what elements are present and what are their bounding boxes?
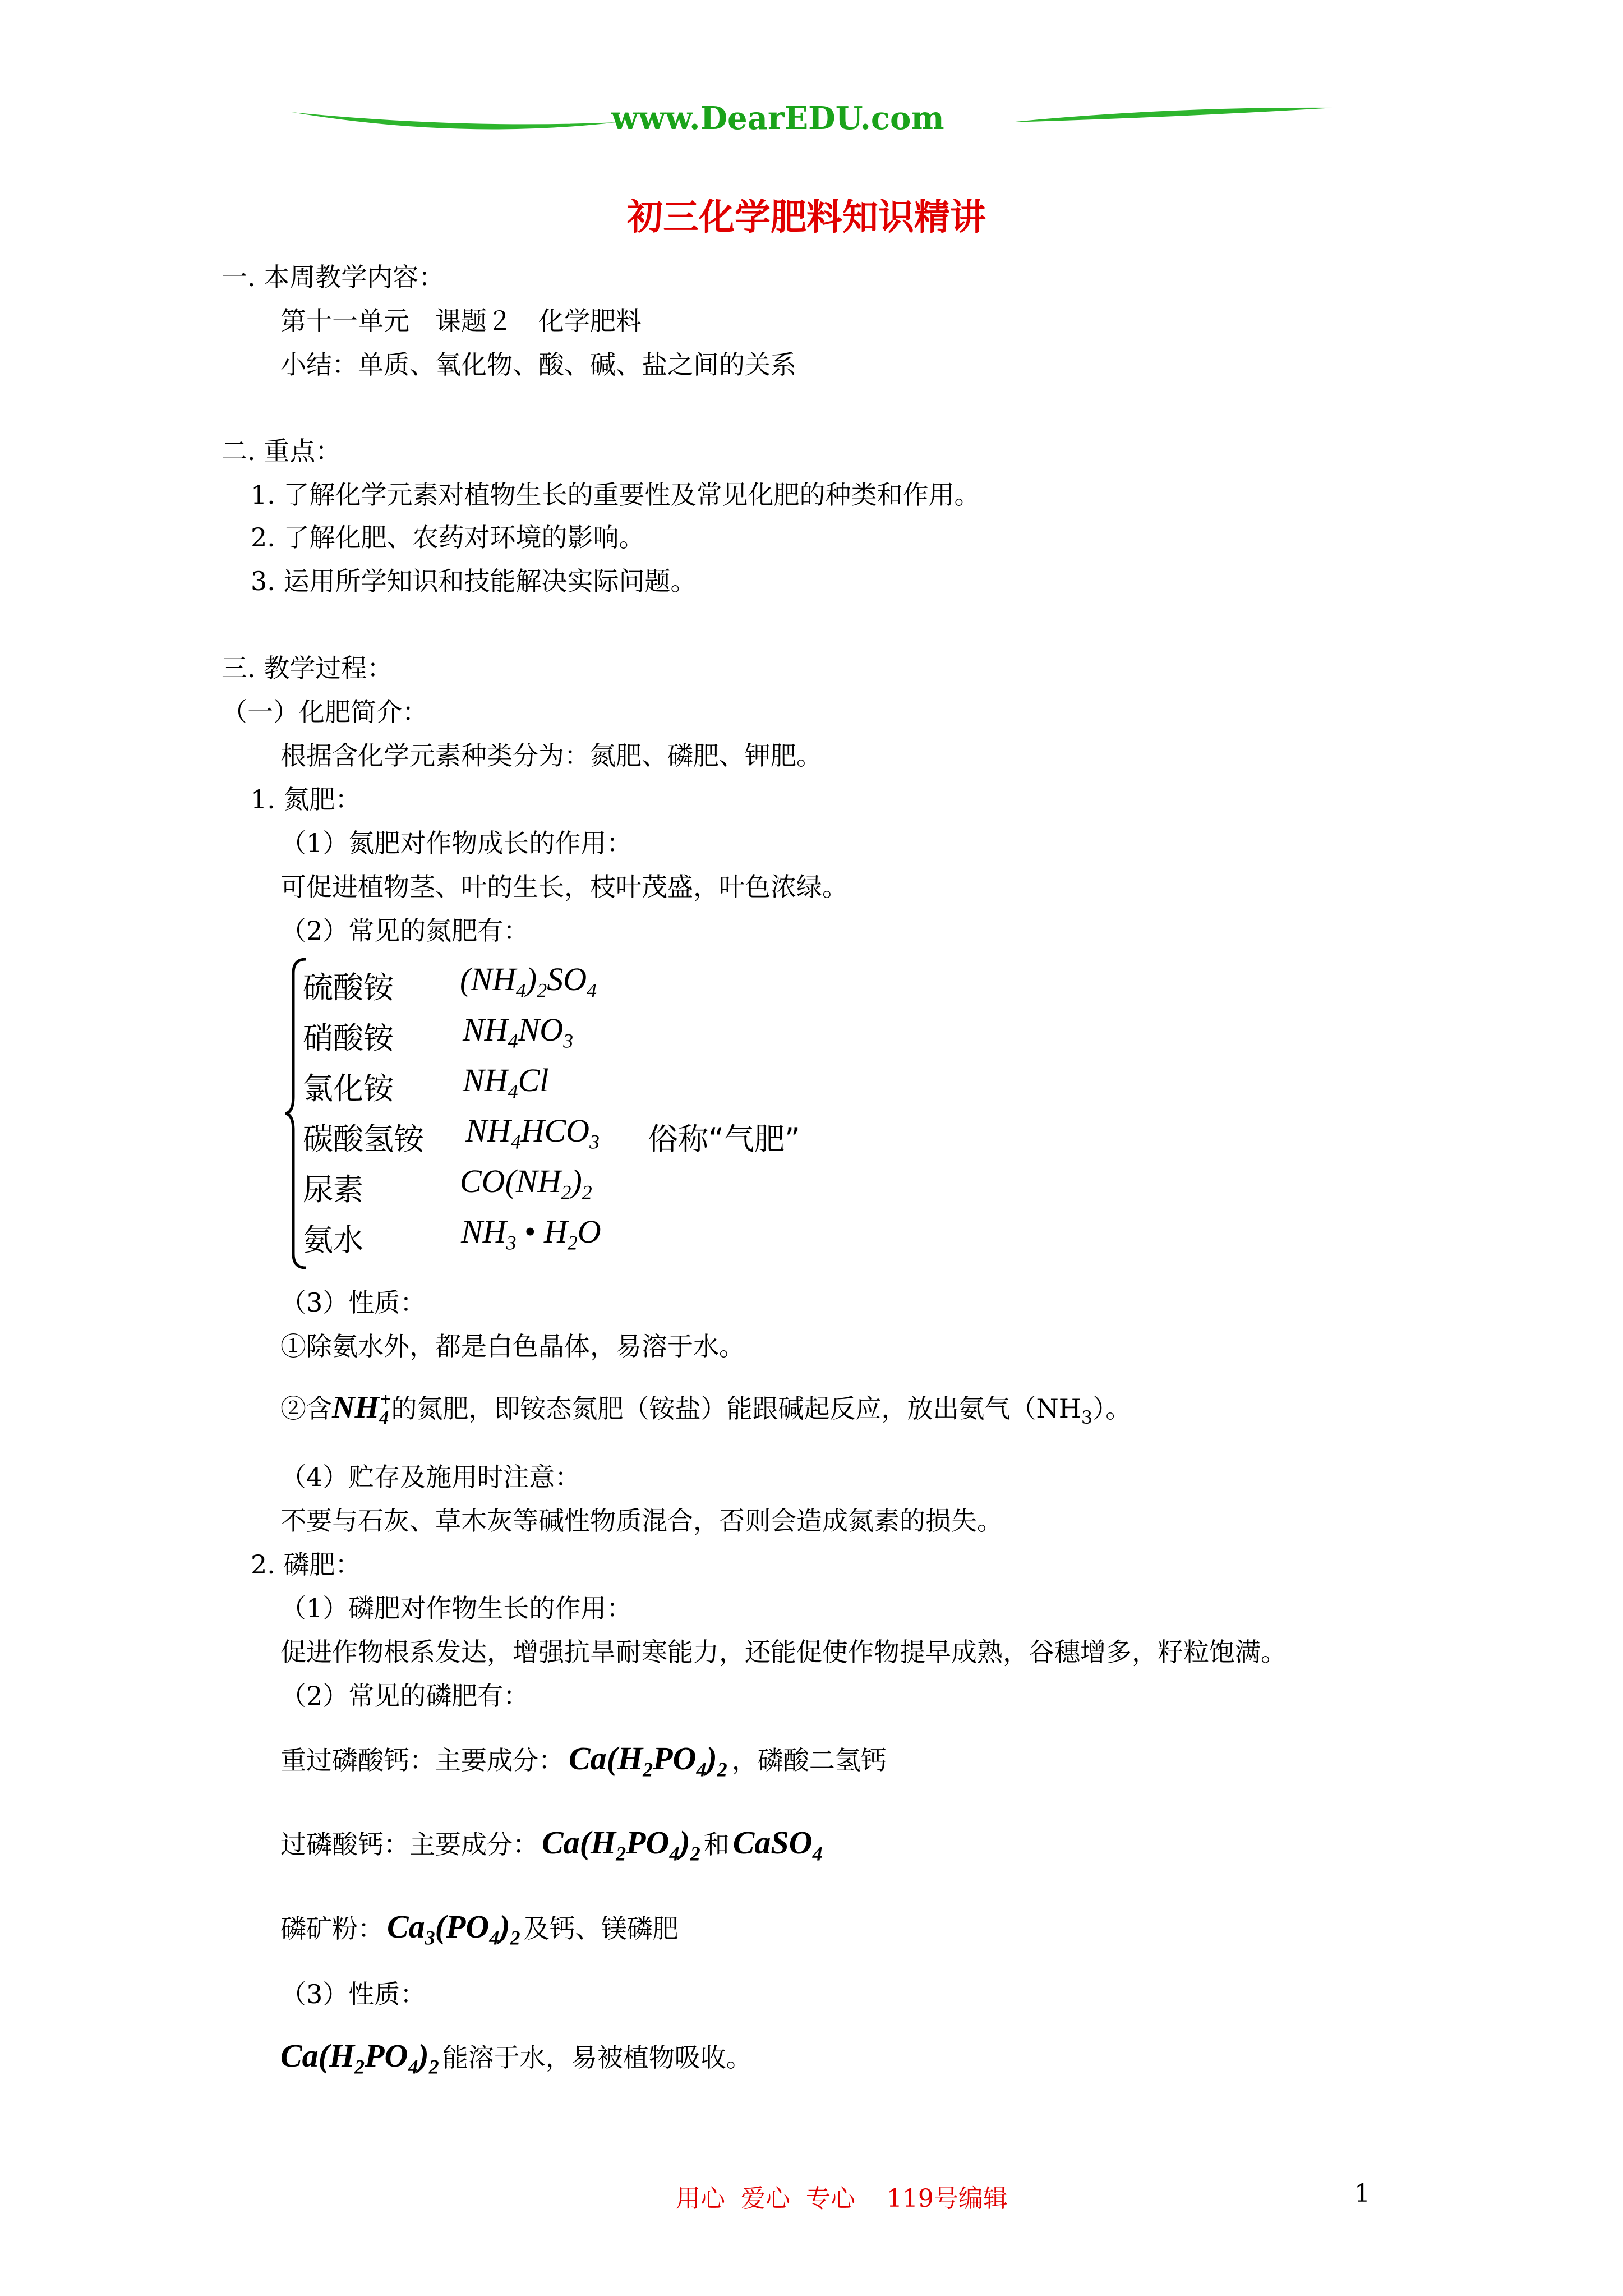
nitrogen-q1: （1）氮肥对作物成长的作用： xyxy=(280,828,633,858)
phosphate-2: 过磷酸钙：主要成分： $Ca(H_2PO_4)_2$ 和 CaSO$_4$ xyxy=(280,1824,823,1865)
key-point-2: 2. 了解化肥、农药对环境的影响。 xyxy=(251,522,645,553)
phosphorus-q2: （2）常见的磷肥有： xyxy=(280,1681,529,1711)
nitrogen-q2: （2）常见的氮肥有： xyxy=(280,915,529,946)
phosphorus-property: $Ca(H_2PO_4)_2$ 能溶于水，易被植物吸收。 xyxy=(280,2037,752,2078)
fertilizer-name-4: 碳酸氢铵 xyxy=(303,1121,424,1157)
fertilizer-name-1: 硫酸铵 xyxy=(303,970,394,1005)
nitrogen-property-2: ②含$NH_4^+$的氮肥，即铵态氮肥（铵盐）能跟碱起反应，放出氨气$(NH_3)$。 xyxy=(280,1388,1132,1429)
key-point-1: 1. 了解化学元素对植物生长的重要性及常见化肥的种类和作用。 xyxy=(251,480,980,510)
nitrogen-property-1: ①除氨水外，都是白色晶体，易溶于水。 xyxy=(280,1331,745,1361)
logo-text[interactable]: www.DearEDU.com xyxy=(611,100,944,137)
formula-ammonia-water: $NH_3$ • $H_2O$ xyxy=(461,1213,601,1254)
formula-ammonium-bicarbonate: $NH_4HCO_3$ xyxy=(465,1112,600,1153)
phosphorus-q1: （1）磷肥对作物生长的作用： xyxy=(280,1593,633,1623)
left-swoosh xyxy=(292,112,617,129)
right-swoosh xyxy=(1009,108,1335,122)
section-3-heading: 三. 教学过程： xyxy=(222,653,393,683)
phosphorus-heading: 2. 磷肥： xyxy=(251,1549,361,1580)
key-point-3: 3. 运用所学知识和技能解决实际问题。 xyxy=(251,566,697,596)
formula-ammonium-sulfate: $(NH_4)_2SO_4$ xyxy=(460,961,597,1002)
nitrogen-heading: 1. 氮肥： xyxy=(251,784,361,815)
section-1-heading: 一. 本周教学内容： xyxy=(222,262,445,292)
nitrogen-q3: （3）性质： xyxy=(280,1287,426,1318)
page-title: 初三化学肥料知识精讲 xyxy=(627,197,986,238)
phosphate-1: 重过磷酸钙：主要成分： $Ca(H_2PO_4)_2$ ，磷酸二氢钙 xyxy=(280,1740,887,1781)
fertilizer-name-5: 尿素 xyxy=(303,1172,363,1207)
phosphate-3: 磷矿粉： $Ca_3(PO_4)_2$ 及钙、镁磷肥 xyxy=(280,1908,679,1949)
page-number: 1 xyxy=(1354,2179,1370,2208)
fertilizer-note: 俗称“气肥” xyxy=(648,1121,800,1157)
section-1-line-2: 小结：单质、氧化物、酸、碱、盐之间的关系 xyxy=(280,349,796,380)
footer-text: 用心 爱心 专心 119号编辑 xyxy=(676,2184,1008,2213)
nitrogen-q4: （4）贮存及施用时注意： xyxy=(280,1462,581,1492)
phosphorus-a1: 促进作物根系发达，增强抗旱耐寒能力，还能促使作物提早成熟，谷穗增多，籽粒饱满。 xyxy=(280,1637,1287,1667)
subsection-1-heading: （一）化肥简介： xyxy=(222,697,428,727)
phosphorus-q3: （3）性质： xyxy=(280,1979,426,2009)
fertilizer-name-6: 氨水 xyxy=(303,1222,363,1258)
fertilizer-name-3: 氯化铵 xyxy=(303,1071,394,1106)
nitrogen-a1: 可促进植物茎、叶的生长，枝叶茂盛，叶色浓绿。 xyxy=(280,872,848,902)
formula-urea: $CO(NH_2)_2$ xyxy=(460,1163,592,1204)
nitrogen-a4: 不要与石灰、草木灰等碱性物质混合，否则会造成氮素的损失。 xyxy=(280,1506,1003,1536)
classification-text: 根据含化学元素种类分为：氮肥、磷肥、钾肥。 xyxy=(280,740,822,771)
fertilizer-name-2: 硝酸铵 xyxy=(303,1020,394,1056)
formula-ammonium-nitrate: $NH_4NO_3$ xyxy=(463,1011,574,1052)
section-1-line-1: 第十一单元 课题２ 化学肥料 xyxy=(280,306,642,336)
formula-ammonium-chloride: $NH_4Cl$ xyxy=(463,1062,549,1103)
section-2-heading: 二. 重点： xyxy=(222,436,342,466)
